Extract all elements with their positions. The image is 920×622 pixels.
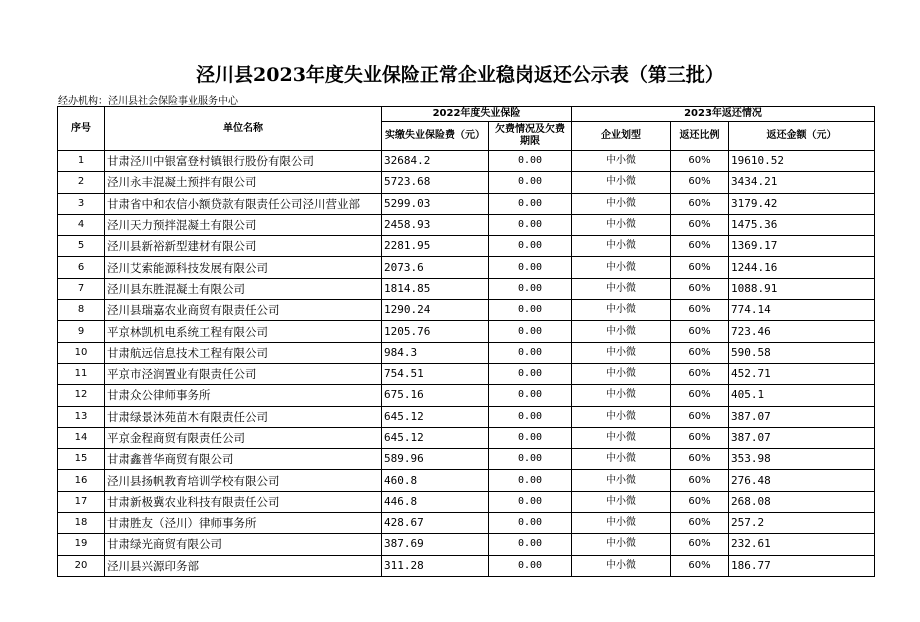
cell-arrears: 0.00 bbox=[489, 406, 572, 427]
cell-enterprise-type: 中小微 bbox=[572, 342, 671, 363]
cell-arrears: 0.00 bbox=[489, 385, 572, 406]
cell-unit-name: 甘肃新极冀农业科技有限责任公司 bbox=[105, 491, 382, 512]
cell-insurance-paid: 754.51 bbox=[382, 363, 489, 384]
table-row bbox=[58, 193, 875, 214]
table-row bbox=[58, 363, 875, 384]
cell-seq: 17 bbox=[58, 491, 105, 512]
cell-seq: 11 bbox=[58, 363, 105, 384]
cell-insurance-paid: 2458.93 bbox=[382, 214, 489, 235]
cell-seq: 4 bbox=[58, 214, 105, 235]
cell-seq: 1 bbox=[58, 151, 105, 172]
cell-unit-name: 平京林凯机电系统工程有限公司 bbox=[105, 321, 382, 342]
header-arrears: 欠费情况及欠费期限 bbox=[489, 122, 572, 151]
header-return-amount: 返还金额（元） bbox=[729, 122, 875, 151]
cell-seq: 3 bbox=[58, 193, 105, 214]
cell-unit-name: 泾川永丰混凝土预拌有限公司 bbox=[105, 172, 382, 193]
cell-return-amount: 19610.52 bbox=[729, 151, 875, 172]
cell-seq: 2 bbox=[58, 172, 105, 193]
cell-arrears: 0.00 bbox=[489, 427, 572, 448]
cell-arrears: 0.00 bbox=[489, 534, 572, 555]
cell-return-ratio: 60% bbox=[671, 236, 729, 257]
cell-arrears: 0.00 bbox=[489, 555, 572, 576]
cell-enterprise-type: 中小微 bbox=[572, 513, 671, 534]
table-header bbox=[58, 107, 875, 151]
cell-enterprise-type: 中小微 bbox=[572, 363, 671, 384]
cell-enterprise-type: 中小微 bbox=[572, 406, 671, 427]
cell-insurance-paid: 460.8 bbox=[382, 470, 489, 491]
cell-seq: 20 bbox=[58, 555, 105, 576]
cell-arrears: 0.00 bbox=[489, 342, 572, 363]
cell-unit-name: 平京市泾润置业有限责任公司 bbox=[105, 363, 382, 384]
header-unit-name: 单位名称 bbox=[105, 107, 382, 151]
cell-return-amount: 3179.42 bbox=[729, 193, 875, 214]
header-insurance-paid: 实缴失业保险费（元） bbox=[382, 122, 489, 151]
cell-return-amount: 723.46 bbox=[729, 321, 875, 342]
cell-return-ratio: 60% bbox=[671, 385, 729, 406]
cell-return-ratio: 60% bbox=[671, 321, 729, 342]
cell-unit-name: 甘肃泾川中银富登村镇银行股份有限公司 bbox=[105, 151, 382, 172]
cell-seq: 15 bbox=[58, 449, 105, 470]
cell-return-amount: 257.2 bbox=[729, 513, 875, 534]
cell-enterprise-type: 中小微 bbox=[572, 214, 671, 235]
cell-return-ratio: 60% bbox=[671, 491, 729, 512]
cell-return-ratio: 60% bbox=[671, 342, 729, 363]
cell-insurance-paid: 645.12 bbox=[382, 427, 489, 448]
cell-return-amount: 590.58 bbox=[729, 342, 875, 363]
cell-insurance-paid: 1205.76 bbox=[382, 321, 489, 342]
table-row bbox=[58, 513, 875, 534]
table-row bbox=[58, 321, 875, 342]
cell-return-amount: 1475.36 bbox=[729, 214, 875, 235]
cell-return-ratio: 60% bbox=[671, 363, 729, 384]
cell-unit-name: 泾川县新裕新型建材有限公司 bbox=[105, 236, 382, 257]
cell-return-amount: 276.48 bbox=[729, 470, 875, 491]
table-row bbox=[58, 151, 875, 172]
table-row bbox=[58, 449, 875, 470]
cell-unit-name: 泾川艾索能源科技发展有限公司 bbox=[105, 257, 382, 278]
cell-arrears: 0.00 bbox=[489, 449, 572, 470]
cell-insurance-paid: 32684.2 bbox=[382, 151, 489, 172]
cell-insurance-paid: 1290.24 bbox=[382, 300, 489, 321]
header-group-2023: 2023年返还情况 bbox=[572, 107, 875, 122]
cell-seq: 9 bbox=[58, 321, 105, 342]
cell-insurance-paid: 2281.95 bbox=[382, 236, 489, 257]
cell-unit-name: 泾川县兴源印务部 bbox=[105, 555, 382, 576]
cell-enterprise-type: 中小微 bbox=[572, 555, 671, 576]
cell-enterprise-type: 中小微 bbox=[572, 534, 671, 555]
cell-return-amount: 1369.17 bbox=[729, 236, 875, 257]
table-row bbox=[58, 491, 875, 512]
cell-return-ratio: 60% bbox=[671, 151, 729, 172]
cell-insurance-paid: 428.67 bbox=[382, 513, 489, 534]
cell-seq: 14 bbox=[58, 427, 105, 448]
cell-return-ratio: 60% bbox=[671, 278, 729, 299]
cell-insurance-paid: 675.16 bbox=[382, 385, 489, 406]
cell-unit-name: 甘肃省中和农信小额贷款有限责任公司泾川营业部 bbox=[105, 193, 382, 214]
cell-arrears: 0.00 bbox=[489, 172, 572, 193]
cell-enterprise-type: 中小微 bbox=[572, 300, 671, 321]
cell-return-ratio: 60% bbox=[671, 534, 729, 555]
cell-unit-name: 平京金程商贸有限责任公司 bbox=[105, 427, 382, 448]
table-row bbox=[58, 534, 875, 555]
cell-enterprise-type: 中小微 bbox=[572, 257, 671, 278]
cell-return-amount: 387.07 bbox=[729, 427, 875, 448]
table-row bbox=[58, 385, 875, 406]
cell-arrears: 0.00 bbox=[489, 321, 572, 342]
cell-unit-name: 泾川天力预拌混凝土有限公司 bbox=[105, 214, 382, 235]
cell-return-ratio: 60% bbox=[671, 406, 729, 427]
cell-insurance-paid: 984.3 bbox=[382, 342, 489, 363]
cell-return-ratio: 60% bbox=[671, 193, 729, 214]
cell-return-amount: 774.14 bbox=[729, 300, 875, 321]
table-row bbox=[58, 236, 875, 257]
cell-arrears: 0.00 bbox=[489, 193, 572, 214]
table-row bbox=[58, 278, 875, 299]
cell-enterprise-type: 中小微 bbox=[572, 470, 671, 491]
cell-arrears: 0.00 bbox=[489, 236, 572, 257]
cell-return-amount: 1244.16 bbox=[729, 257, 875, 278]
cell-insurance-paid: 311.28 bbox=[382, 555, 489, 576]
cell-arrears: 0.00 bbox=[489, 300, 572, 321]
cell-enterprise-type: 中小微 bbox=[572, 427, 671, 448]
cell-seq: 13 bbox=[58, 406, 105, 427]
cell-unit-name: 甘肃鑫普华商贸有限公司 bbox=[105, 449, 382, 470]
cell-enterprise-type: 中小微 bbox=[572, 321, 671, 342]
agency-label: 经办机构：泾川县社会保险事业服务中心 bbox=[58, 96, 238, 107]
cell-insurance-paid: 645.12 bbox=[382, 406, 489, 427]
header-enterprise-type: 企业划型 bbox=[572, 122, 671, 151]
cell-insurance-paid: 5299.03 bbox=[382, 193, 489, 214]
cell-seq: 19 bbox=[58, 534, 105, 555]
table-row bbox=[58, 427, 875, 448]
cell-return-amount: 3434.21 bbox=[729, 172, 875, 193]
cell-insurance-paid: 5723.68 bbox=[382, 172, 489, 193]
cell-unit-name: 甘肃航远信息技术工程有限公司 bbox=[105, 342, 382, 363]
cell-unit-name: 泾川县东胜混凝土有限公司 bbox=[105, 278, 382, 299]
cell-return-amount: 1088.91 bbox=[729, 278, 875, 299]
cell-arrears: 0.00 bbox=[489, 513, 572, 534]
cell-return-ratio: 60% bbox=[671, 172, 729, 193]
table-row bbox=[58, 555, 875, 576]
cell-seq: 18 bbox=[58, 513, 105, 534]
cell-return-amount: 186.77 bbox=[729, 555, 875, 576]
header-group-2022: 2022年度失业保险 bbox=[382, 107, 572, 122]
cell-insurance-paid: 446.8 bbox=[382, 491, 489, 512]
cell-seq: 6 bbox=[58, 257, 105, 278]
cell-return-ratio: 60% bbox=[671, 555, 729, 576]
cell-arrears: 0.00 bbox=[489, 214, 572, 235]
document-title: 泾川县2023年度失业保险正常企业稳岗返还公示表（第三批） bbox=[196, 64, 724, 86]
cell-arrears: 0.00 bbox=[489, 278, 572, 299]
cell-return-amount: 268.08 bbox=[729, 491, 875, 512]
cell-return-ratio: 60% bbox=[671, 300, 729, 321]
cell-return-ratio: 60% bbox=[671, 470, 729, 491]
cell-unit-name: 甘肃绿光商贸有限公司 bbox=[105, 534, 382, 555]
cell-return-ratio: 60% bbox=[671, 214, 729, 235]
cell-return-amount: 405.1 bbox=[729, 385, 875, 406]
cell-unit-name: 泾川县瑞嘉农业商贸有限责任公司 bbox=[105, 300, 382, 321]
table-row bbox=[58, 470, 875, 491]
cell-return-amount: 387.07 bbox=[729, 406, 875, 427]
table-row bbox=[58, 257, 875, 278]
cell-seq: 12 bbox=[58, 385, 105, 406]
cell-enterprise-type: 中小微 bbox=[572, 172, 671, 193]
cell-arrears: 0.00 bbox=[489, 151, 572, 172]
cell-seq: 7 bbox=[58, 278, 105, 299]
cell-unit-name: 甘肃胜友（泾川）律师事务所 bbox=[105, 513, 382, 534]
cell-seq: 10 bbox=[58, 342, 105, 363]
cell-insurance-paid: 589.96 bbox=[382, 449, 489, 470]
cell-unit-name: 甘肃众公律师事务所 bbox=[105, 385, 382, 406]
cell-enterprise-type: 中小微 bbox=[572, 151, 671, 172]
cell-return-amount: 353.98 bbox=[729, 449, 875, 470]
cell-enterprise-type: 中小微 bbox=[572, 193, 671, 214]
cell-return-ratio: 60% bbox=[671, 513, 729, 534]
table-body bbox=[58, 151, 875, 577]
header-return-ratio: 返还比例 bbox=[671, 122, 729, 151]
cell-return-ratio: 60% bbox=[671, 257, 729, 278]
cell-arrears: 0.00 bbox=[489, 363, 572, 384]
cell-return-ratio: 60% bbox=[671, 427, 729, 448]
cell-unit-name: 甘肃绿景沐苑苗木有限责任公司 bbox=[105, 406, 382, 427]
cell-enterprise-type: 中小微 bbox=[572, 236, 671, 257]
table-row bbox=[58, 406, 875, 427]
table-row bbox=[58, 214, 875, 235]
cell-arrears: 0.00 bbox=[489, 257, 572, 278]
cell-insurance-paid: 2073.6 bbox=[382, 257, 489, 278]
cell-seq: 8 bbox=[58, 300, 105, 321]
table-row bbox=[58, 172, 875, 193]
header-seq: 序号 bbox=[58, 107, 105, 151]
table-row bbox=[58, 300, 875, 321]
cell-enterprise-type: 中小微 bbox=[572, 385, 671, 406]
cell-insurance-paid: 387.69 bbox=[382, 534, 489, 555]
cell-insurance-paid: 1814.85 bbox=[382, 278, 489, 299]
cell-return-ratio: 60% bbox=[671, 449, 729, 470]
cell-return-amount: 232.61 bbox=[729, 534, 875, 555]
cell-enterprise-type: 中小微 bbox=[572, 491, 671, 512]
cell-unit-name: 泾川县扬帆教育培训学校有限公司 bbox=[105, 470, 382, 491]
cell-arrears: 0.00 bbox=[489, 470, 572, 491]
cell-arrears: 0.00 bbox=[489, 491, 572, 512]
subsidy-table bbox=[57, 106, 875, 577]
table-row bbox=[58, 342, 875, 363]
cell-enterprise-type: 中小微 bbox=[572, 278, 671, 299]
cell-enterprise-type: 中小微 bbox=[572, 449, 671, 470]
cell-seq: 16 bbox=[58, 470, 105, 491]
cell-seq: 5 bbox=[58, 236, 105, 257]
cell-return-amount: 452.71 bbox=[729, 363, 875, 384]
